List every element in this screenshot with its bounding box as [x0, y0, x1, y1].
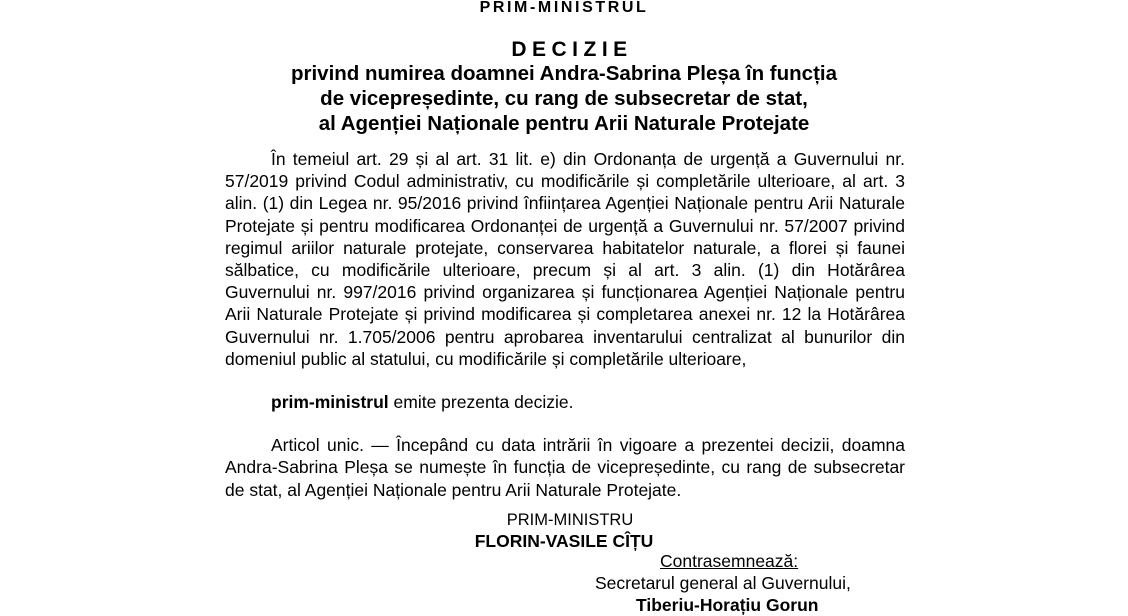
secretary-general-title: Secretarul general al Guvernului, [595, 573, 851, 593]
signatory-title: PRIM-MINISTRU [506, 511, 634, 529]
document-type-heading: DECIZIE [511, 38, 633, 61]
article-paragraph: Articol unic. — Începând cu data intrării în vigoare a prezentei decizii, doamna Andra-Sabrina Pleșa se numește în funcția de vicepreședinte, cu rang de subsecretar de stat, al Agenției Naționale pentru Arii Naturale Protejate. [225, 435, 905, 500]
countersign-label: Contrasemnează: [660, 551, 799, 571]
issuer-rest-text: emite prezenta decizie. [388, 392, 574, 413]
decision-body [225, 148, 905, 501]
issuer-bold-text: prim-ministrul [271, 392, 389, 413]
title-line-2: de vicepreședinte, cu rang de subsecretar de stat, [320, 87, 808, 110]
title-line-1: privind numirea doamnei Andra-Sabrina Pleșa în funcția [290, 62, 838, 85]
secretary-general-name: Tiberiu-Horațiu Gorun [636, 595, 819, 615]
signatory-name: FLORIN-VASILE CÎȚU [474, 531, 654, 551]
title-line-3: al Agenției Naționale pentru Arii Naturale Protejate [318, 112, 810, 135]
issuer-heading: PRIM-MINISTRUL [479, 0, 649, 16]
decision-title [0, 61, 1128, 136]
preamble-paragraph: În temeiul art. 29 și al art. 31 lit. e) din Ordonanța de urgență a Guvernului nr. 57/2019 privind Codul administrativ, cu modificările și completările ulterioare, al art. 3 alin. (1) din Legea nr. 95/2016 privind înființarea Agenției Naționale pentru Arii Naturale Protejate și pentru modificarea Ordonanței de urgență a Guvernului nr. 57/2007 privind regimul ariilor naturale protejate, conservarea habitatelor naturale, a florei și faunei sălbatice, cu modificările ulterioare, precum și al art. 3 alin. (1) din Hotărârea Guvernului nr. 997/2016 privind organizarea și funcționarea Agenției Naționale pentru Arii Naturale Protejate și privind modificarea și completarea anexei nr. 12 la Hotărârea Guvernului nr. 1.705/2006 pentru aprobarea inventarului centralizat al bunurilor din domeniul public al statului, cu modificările și completările ulterioare, [225, 149, 905, 369]
issuer-paragraph [225, 391, 905, 413]
